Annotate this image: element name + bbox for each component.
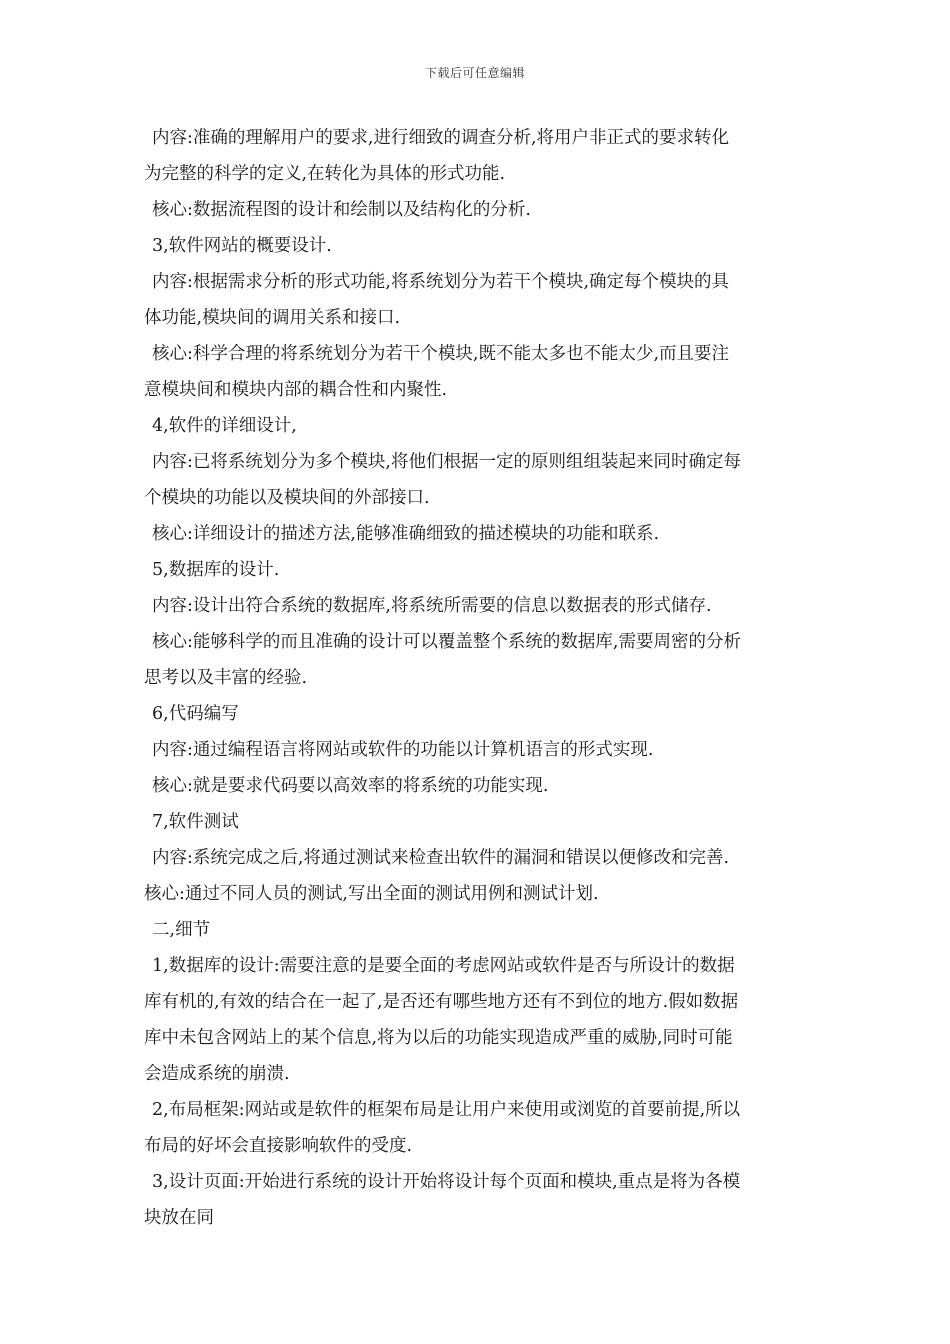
text-line: 会造成系统的崩溃. <box>144 1064 290 1084</box>
text-line: 核心:科学合理的将系统划分为若干个模块,既不能太多也不能太少,而且要注 <box>152 344 730 364</box>
text-line: 为完整的科学的定义,在转化为具体的形式功能. <box>144 164 506 184</box>
page-header: 下载后可任意编辑 <box>424 66 525 80</box>
text-line: 内容:设计出符合系统的数据库,将系统所需要的信息以数据表的形式储存. <box>152 596 712 616</box>
text-line: 1,数据库的设计:需要注意的是要全面的考虑网站或软件是否与所设计的数据 <box>152 956 735 976</box>
text-line: 2,布局框架:网站或是软件的框架布局是让用户来使用或浏览的首要前提,所以 <box>152 1100 741 1120</box>
text-line: 4,软件的详细设计, <box>152 416 297 436</box>
text-line: 体功能,模块间的调用关系和接口. <box>144 308 401 328</box>
text-line: 内容:已将系统划分为多个模块,将他们根据一定的原则组组装起来同时确定每 <box>152 452 741 472</box>
text-line: 意模块间和模块内部的耦合性和内聚性. <box>144 380 448 400</box>
text-line: 6,代码编写 <box>152 704 239 724</box>
text-line: 7,软件测试 <box>152 812 239 832</box>
text-line: 内容:通过编程语言将网站或软件的功能以计算机语言的形式实现. <box>152 740 654 760</box>
document-body <box>144 120 814 1236</box>
text-line: 核心:详细设计的描述方法,能够准确细致的描述模块的功能和联系. <box>152 524 660 544</box>
text-line: 个模块的功能以及模块间的外部接口. <box>144 488 430 508</box>
text-line: 5,数据库的设计. <box>152 560 280 580</box>
text-line: 核心:通过不同人员的测试,写出全面的测试用例和测试计划. <box>144 884 599 904</box>
text-line: 核心:就是要求代码要以高效率的将系统的功能实现. <box>152 776 549 796</box>
text-line: 核心:数据流程图的设计和绘制以及结构化的分析. <box>152 200 531 220</box>
text-line: 思考以及丰富的经验. <box>144 668 308 688</box>
text-line: 库中未包含网站上的某个信息,将为以后的功能实现造成严重的威胁,同时可能 <box>144 1028 733 1048</box>
text-line: 内容:准确的理解用户的要求,进行细致的调查分析,将用户非正式的要求转化 <box>152 128 730 148</box>
text-line: 块放在同 <box>144 1208 214 1228</box>
text-line: 3,软件网站的概要设计. <box>152 236 332 256</box>
text-line: 3,设计页面:开始进行系统的设计开始将设计每个页面和模块,重点是将为各模 <box>152 1172 741 1192</box>
text-line: 库有机的,有效的结合在一起了,是否还有哪些地方还有不到位的地方.假如数据 <box>144 992 739 1012</box>
text-line: 内容:系统完成之后,将通过测试来检查出软件的漏洞和错误以便修改和完善. <box>152 848 730 868</box>
text-line: 核心:能够科学的而且准确的设计可以覆盖整个系统的数据库,需要周密的分析 <box>152 632 741 652</box>
text-line: 布局的好坏会直接影响软件的受度. <box>144 1136 413 1156</box>
text-line: 二,细节 <box>152 920 211 940</box>
text-line: 内容:根据需求分析的形式功能,将系统划分为若干个模块,确定每个模块的具 <box>152 272 730 292</box>
